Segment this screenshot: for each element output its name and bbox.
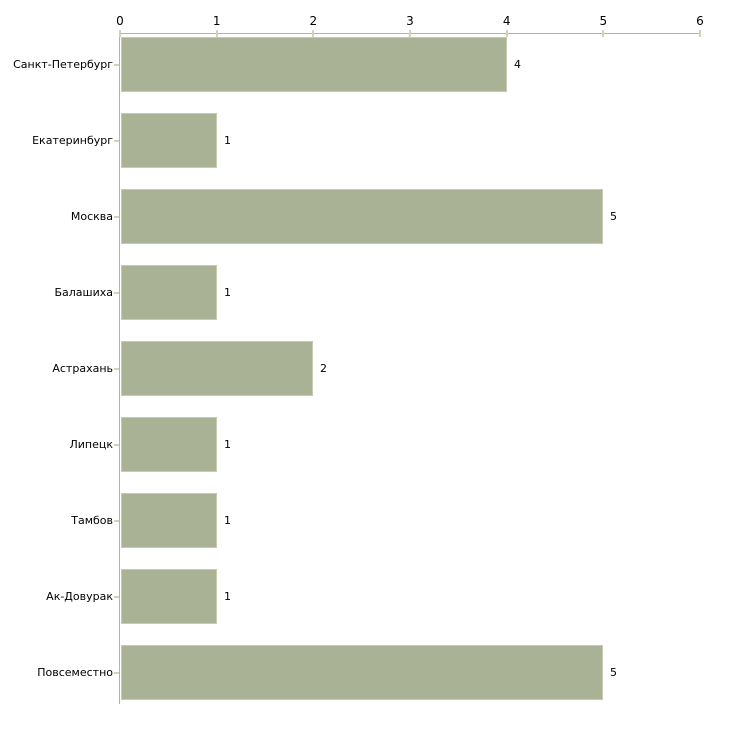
category-tick-mark [114, 596, 119, 598]
bar [121, 569, 217, 624]
y-axis-line [119, 33, 120, 704]
category-tick-mark [114, 520, 119, 522]
x-tick-label: 2 [309, 14, 318, 28]
category-label: Екатеринбург [32, 133, 113, 147]
category-label: Астрахань [52, 361, 113, 375]
x-tick-label: 3 [406, 14, 414, 28]
bar-value-label: 5 [610, 665, 617, 679]
bar [121, 645, 603, 700]
x-tick-label: 6 [696, 14, 704, 28]
bar [121, 265, 217, 320]
bar [121, 189, 603, 244]
category-label: Балашиха [54, 285, 113, 299]
bar-value-label: 1 [224, 133, 231, 147]
bar-value-label: 5 [610, 209, 617, 223]
bar [121, 113, 217, 168]
x-tick-mark [602, 30, 604, 37]
bar [121, 417, 217, 472]
category-tick-mark [114, 672, 119, 674]
category-label: Москва [70, 209, 113, 223]
x-tick-mark [216, 30, 218, 37]
bar-value-label: 2 [320, 361, 327, 375]
x-tick-label: 4 [502, 14, 511, 28]
category-label: Ак-Довурак [46, 589, 113, 603]
x-tick-mark [699, 30, 701, 37]
x-tick-mark [409, 30, 411, 37]
bar-value-label: 1 [224, 285, 231, 299]
x-tick-label: 0 [116, 14, 124, 28]
x-tick-label: 1 [212, 14, 221, 28]
x-tick-mark [312, 30, 314, 37]
bar-value-label: 1 [224, 589, 231, 603]
bar [121, 37, 507, 92]
bar-value-label: 1 [224, 513, 231, 527]
category-label: Санкт-Петербург [13, 57, 113, 71]
category-label: Липецк [69, 437, 113, 451]
category-tick-mark [114, 444, 119, 446]
category-tick-mark [114, 140, 119, 142]
bar-value-label: 1 [224, 437, 231, 451]
category-tick-mark [114, 216, 119, 218]
category-tick-mark [114, 368, 119, 370]
bar-value-label: 4 [514, 57, 521, 71]
category-tick-mark [114, 64, 119, 66]
x-tick-mark [119, 30, 121, 37]
bar [121, 493, 217, 548]
x-tick-label: 5 [599, 14, 608, 28]
x-tick-mark [506, 30, 508, 37]
category-label: Повсеместно [37, 665, 113, 679]
category-label: Тамбов [71, 513, 113, 527]
category-tick-mark [114, 292, 119, 294]
bar [121, 341, 313, 396]
